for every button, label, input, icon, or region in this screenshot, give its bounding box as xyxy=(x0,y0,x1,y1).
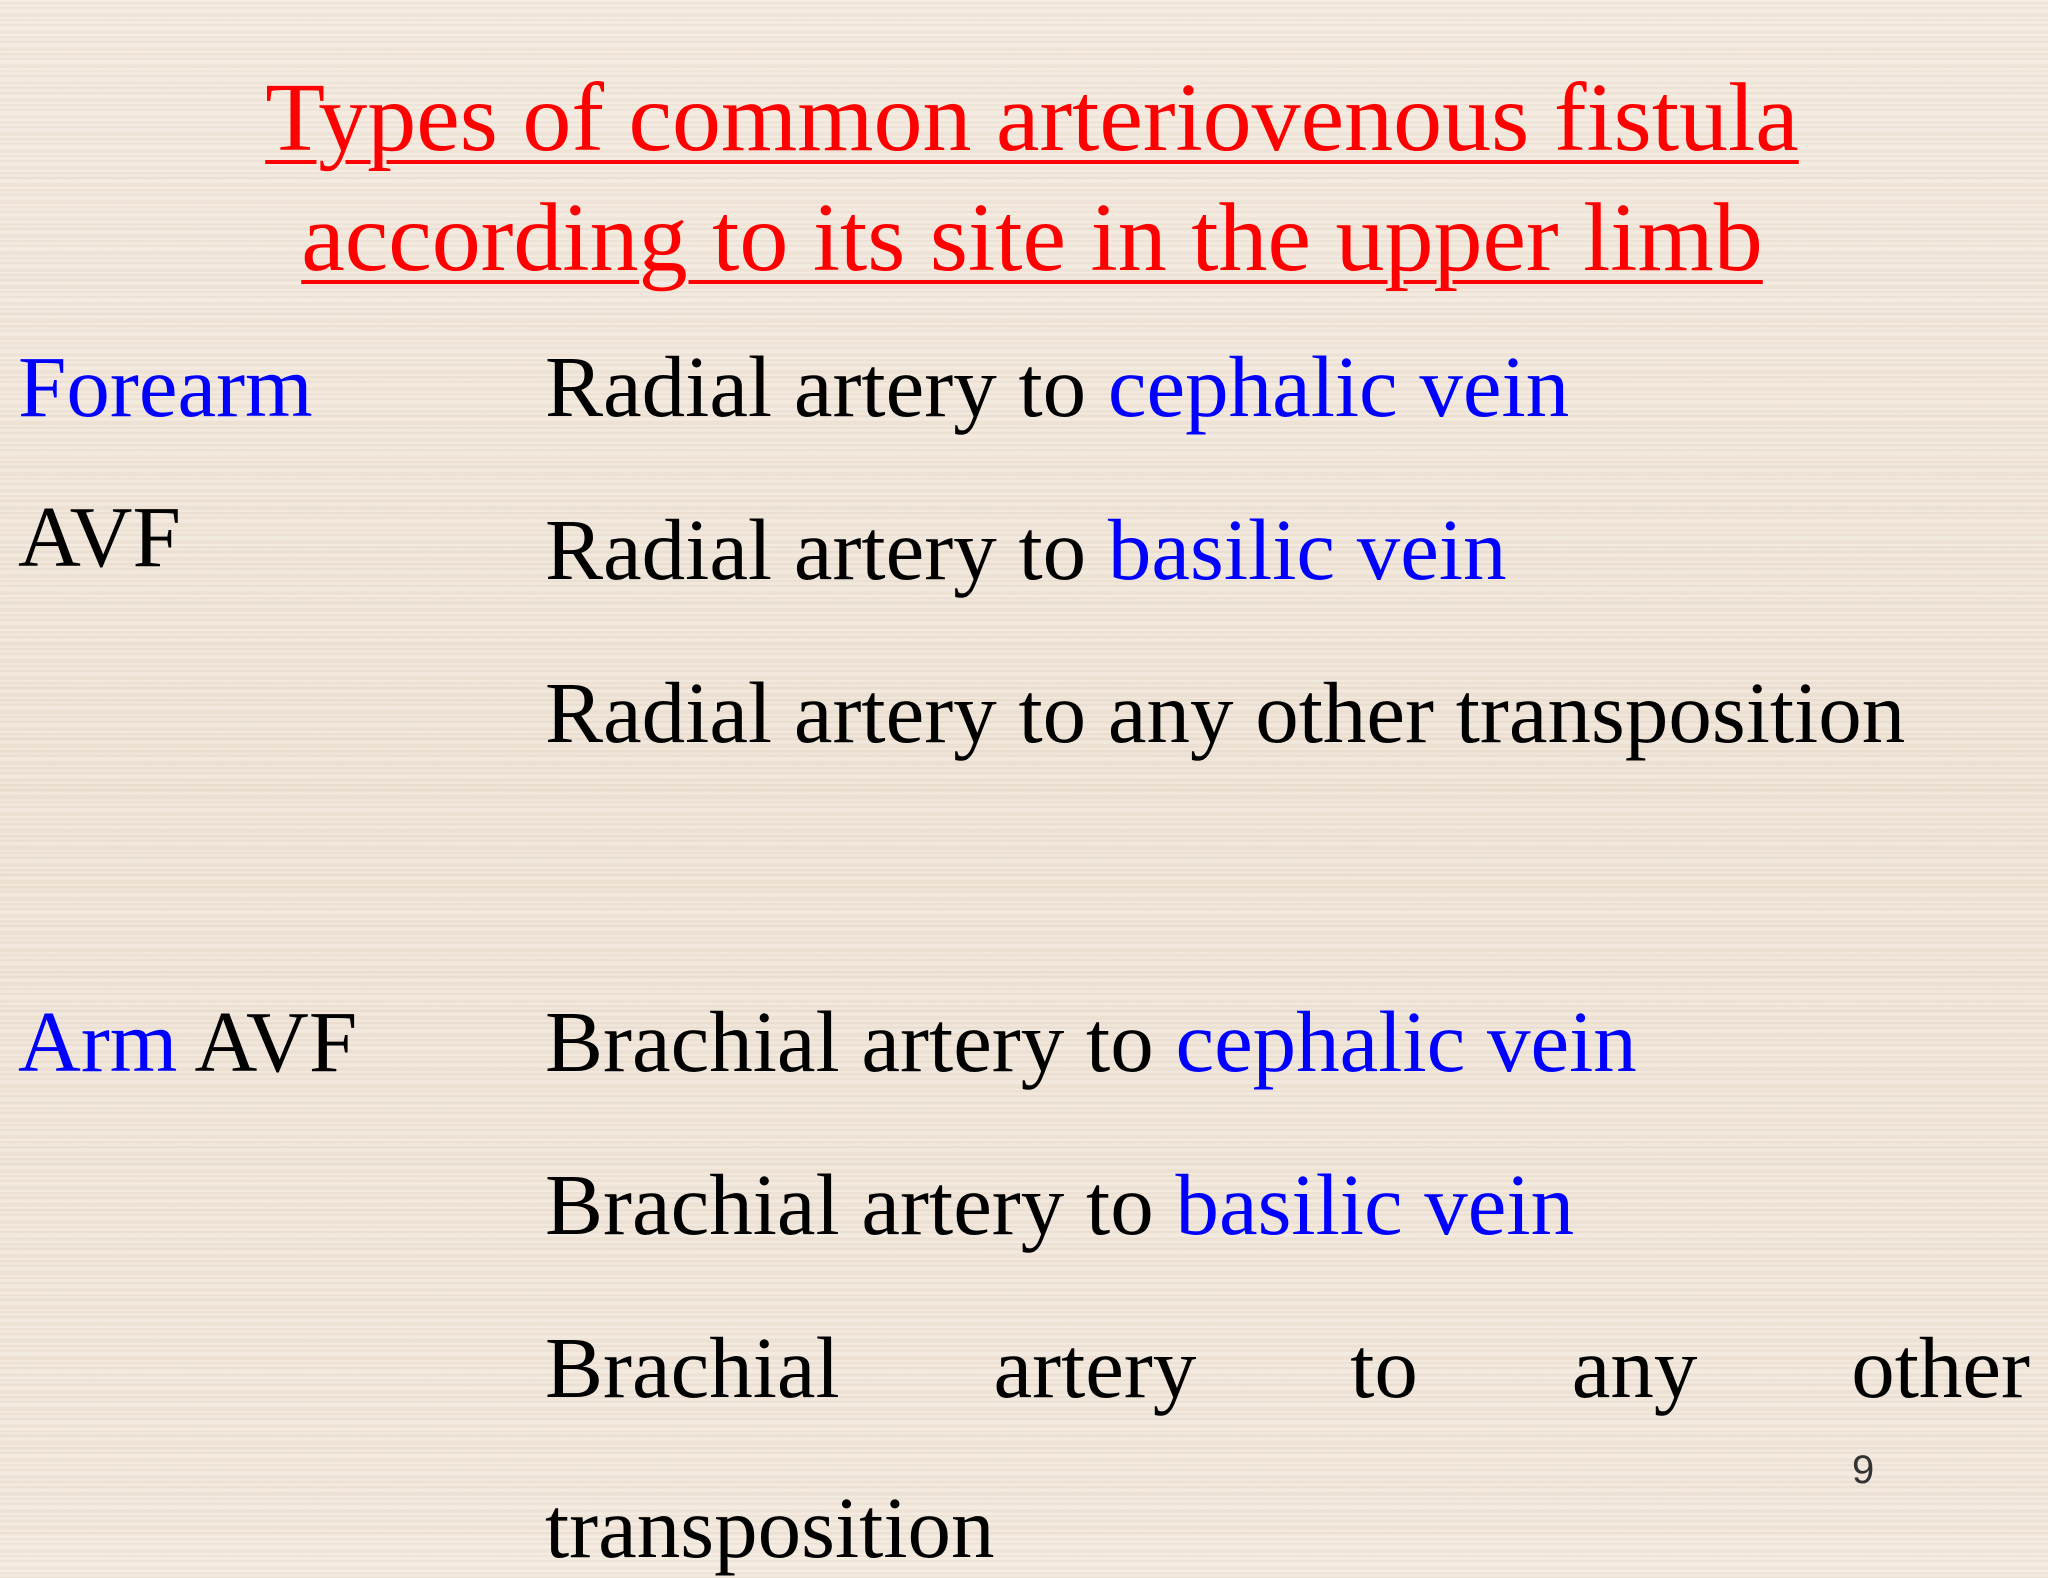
forearm-item-cephalic xyxy=(545,337,1569,437)
arm-label-text: Arm xyxy=(18,993,178,1090)
arm-item-cephalic xyxy=(545,992,1637,1092)
justified-word: other xyxy=(1851,1319,2030,1416)
arm-avf-text: AVF xyxy=(194,993,358,1090)
vein-name: cephalic vein xyxy=(1107,338,1570,435)
item-prefix: Brachial artery to xyxy=(545,993,1176,1090)
vein-name: basilic vein xyxy=(1107,501,1507,598)
forearm-label-text: Forearm xyxy=(18,338,313,435)
item-prefix: Brachial artery to xyxy=(545,1156,1176,1253)
forearm-item-transposition xyxy=(545,663,1905,763)
item-prefix: Radial artery to xyxy=(545,338,1108,435)
justified-word: any xyxy=(1571,1319,1698,1416)
justified-word: artery xyxy=(993,1319,1197,1416)
slide-title xyxy=(0,58,2048,298)
slide-title-line-1: Types of common arteriovenous fistula xyxy=(265,64,1799,172)
justified-word: Brachial xyxy=(545,1319,840,1416)
forearm-avf-text: AVF xyxy=(18,488,181,585)
justified-word: to xyxy=(1350,1319,1418,1416)
vein-name: cephalic vein xyxy=(1175,993,1637,1090)
forearm-item-basilic xyxy=(545,500,1507,600)
slide-title-line-2: according to its site in the upper limb xyxy=(301,184,1763,292)
forearm-label xyxy=(18,337,313,437)
forearm-avf-label xyxy=(18,487,181,587)
arm-label xyxy=(18,992,357,1092)
arm-item-transposition-continuation xyxy=(545,1478,995,1578)
page-number: 9 xyxy=(1852,1448,1875,1492)
vein-name: basilic vein xyxy=(1175,1156,1575,1253)
arm-item-transposition xyxy=(545,1318,2030,1418)
item-text: transposition xyxy=(545,1479,995,1576)
item-prefix: Radial artery to xyxy=(545,501,1108,598)
item-text: Radial artery to any other transposition xyxy=(545,664,1906,761)
arm-item-basilic xyxy=(545,1155,1574,1255)
